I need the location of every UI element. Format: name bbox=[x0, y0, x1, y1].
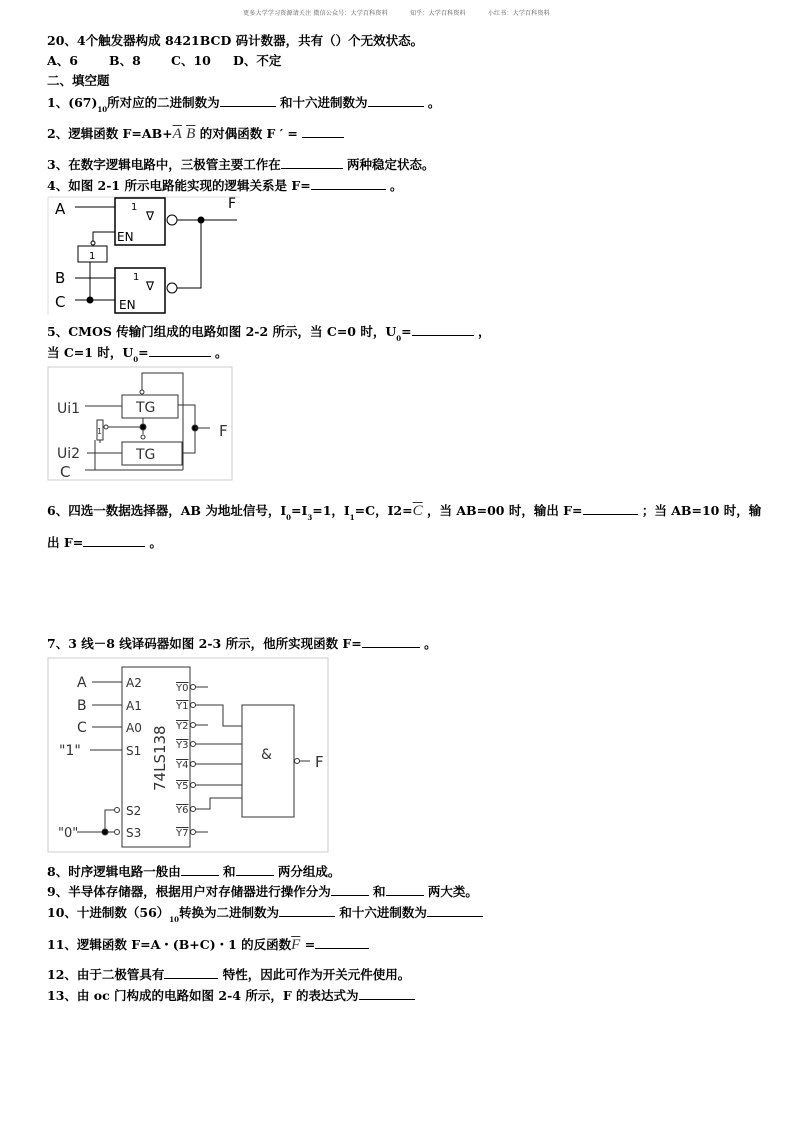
tristate-icon: ∇ bbox=[146, 279, 155, 293]
question-20-options bbox=[47, 53, 295, 69]
figure-2-3 bbox=[45, 655, 335, 855]
option-b: B、8 bbox=[109, 53, 141, 68]
header-item: 小红书：大学百科资料 bbox=[487, 10, 550, 17]
output-pin-label: Y4 bbox=[176, 760, 189, 771]
output-bubble bbox=[191, 723, 196, 728]
output-bubble bbox=[191, 762, 196, 767]
pin-label: S1 bbox=[126, 744, 142, 758]
output-pin-label: Y6 bbox=[176, 805, 189, 816]
text: 。 bbox=[423, 95, 441, 110]
chip-label: 74LS138 bbox=[151, 725, 169, 791]
input-label: B bbox=[77, 698, 87, 714]
tg-label: TG bbox=[136, 447, 156, 463]
text: 。 bbox=[419, 636, 437, 651]
pin-label: A2 bbox=[126, 676, 142, 690]
blank bbox=[279, 905, 335, 917]
blank bbox=[359, 988, 415, 1000]
blank bbox=[164, 967, 218, 979]
label-a: A bbox=[55, 200, 66, 218]
blank bbox=[583, 503, 638, 515]
section-heading: 二、填空题 bbox=[47, 73, 110, 88]
text: 7、3 线－8 线译码器如图 2-3 所示，他所实现函数 F= bbox=[47, 636, 362, 651]
input-label: C bbox=[77, 720, 87, 736]
subscript: 1 bbox=[349, 513, 355, 522]
text: 12、由于二极管具有 bbox=[47, 967, 165, 982]
text: 两大类。 bbox=[423, 884, 478, 899]
text: 当 C=1 时，U bbox=[47, 345, 134, 360]
text: 。 bbox=[210, 345, 228, 360]
blank bbox=[315, 937, 369, 949]
output-bubble bbox=[191, 783, 196, 788]
overline-var: $\overline{F}$ bbox=[291, 937, 301, 953]
output-pin-label: Y1 bbox=[176, 701, 189, 712]
subscript: 0 bbox=[396, 334, 402, 343]
text: 5、CMOS 传输门组成的电路如图 2-2 所示，当 C=0 时，U bbox=[47, 324, 397, 339]
header-item: 知乎：大学百科资料 bbox=[409, 10, 466, 17]
overline-var: $\overline{C}$ bbox=[412, 503, 423, 519]
output-pin-label: Y7 bbox=[176, 828, 189, 839]
text: 特性，因此可作为开关元件使用。 bbox=[218, 967, 411, 982]
text: 1、(67) bbox=[47, 95, 98, 110]
question-9 bbox=[47, 884, 478, 900]
label-ui2: Ui2 bbox=[57, 446, 81, 462]
question-12 bbox=[47, 967, 410, 983]
text: 11、逻辑函数 F=A・(B+C)・1 的反函数 bbox=[47, 937, 292, 952]
blank bbox=[368, 95, 424, 107]
question-13 bbox=[47, 988, 415, 1004]
pin-label: A1 bbox=[126, 699, 142, 713]
output-bubble bbox=[191, 703, 196, 708]
label-f: F bbox=[315, 753, 324, 771]
text: 。 bbox=[385, 178, 403, 193]
question-10 bbox=[47, 905, 483, 928]
blank bbox=[362, 636, 420, 648]
text: = bbox=[300, 937, 316, 952]
header-item: 更多大学学习资源请关注 微信公众号：大学百科资料 bbox=[243, 10, 388, 17]
subscript: 10 bbox=[169, 915, 180, 924]
pin-label: A0 bbox=[126, 721, 142, 735]
output-pin-label: Y0 bbox=[176, 683, 189, 694]
blank bbox=[412, 324, 474, 336]
text: =1，I bbox=[312, 503, 350, 518]
option-a: A、6 bbox=[47, 53, 78, 68]
text: 3、在数字逻辑电路中，三极管主要工作在 bbox=[47, 157, 281, 172]
output-bubble bbox=[191, 807, 196, 812]
text: 两种稳定状态。 bbox=[342, 157, 435, 172]
output-pin-label: Y5 bbox=[176, 781, 189, 792]
subscript: 0 bbox=[286, 513, 292, 522]
overline-var: $\overline{B}$ bbox=[186, 126, 196, 142]
blank bbox=[302, 126, 344, 138]
pin-s2: S2 bbox=[126, 804, 142, 818]
text: 和 bbox=[218, 864, 236, 879]
label-c: C bbox=[55, 293, 66, 311]
page-header bbox=[0, 8, 793, 17]
gate-label: 1 bbox=[131, 202, 138, 213]
text: 13、由 oc 门构成的电路如图 2-4 所示，F 的表达式为 bbox=[47, 988, 359, 1003]
text: 8、时序逻辑电路一般由 bbox=[47, 864, 181, 879]
output-pin-label: Y2 bbox=[176, 721, 189, 732]
subscript: 3 bbox=[307, 513, 313, 522]
text: =I bbox=[291, 503, 308, 518]
question-1 bbox=[47, 95, 440, 118]
question-7 bbox=[47, 636, 437, 652]
label-zero: "0" bbox=[58, 826, 79, 841]
output-pin-label: Y3 bbox=[176, 740, 189, 751]
blank bbox=[427, 905, 483, 917]
blank bbox=[220, 95, 276, 107]
text: = bbox=[138, 345, 149, 360]
text: 2、逻辑函数 F=AB+ bbox=[47, 126, 173, 141]
question-8 bbox=[47, 864, 340, 880]
text: 和十六进制数为 bbox=[335, 905, 427, 920]
question-3 bbox=[47, 157, 435, 173]
label-f: F bbox=[228, 196, 237, 212]
text: ，当 AB=00 时，输出 F= bbox=[422, 503, 583, 518]
subscript: 10 bbox=[97, 105, 108, 114]
option-c: C、10 bbox=[171, 53, 211, 68]
blank bbox=[311, 178, 386, 190]
text: 9、半导体存储器，根据用户对存储器进行操作分为 bbox=[47, 884, 331, 899]
blank bbox=[386, 884, 424, 896]
label-ui1: Ui1 bbox=[57, 401, 81, 417]
text: 和十六进制数为 bbox=[275, 95, 368, 110]
blank bbox=[331, 884, 369, 896]
question-11 bbox=[47, 937, 369, 953]
and-label: & bbox=[261, 747, 272, 763]
input-label: "1" bbox=[59, 743, 81, 759]
text: 。 bbox=[145, 535, 163, 550]
option-d: D、不定 bbox=[233, 53, 282, 68]
text: 所对应的二进制数为 bbox=[107, 95, 220, 110]
pin-s3: S3 bbox=[126, 826, 142, 840]
inverter-label: 1 bbox=[89, 251, 96, 262]
label-b: B bbox=[55, 269, 66, 287]
output-bubble bbox=[191, 685, 196, 690]
tristate-icon: ∇ bbox=[146, 209, 155, 223]
blank bbox=[83, 535, 145, 547]
input-label: A bbox=[77, 675, 87, 691]
label-c: C bbox=[60, 463, 71, 481]
text: 转换为二进制数为 bbox=[179, 905, 280, 920]
output-bubble bbox=[191, 830, 196, 835]
text: 两分组成。 bbox=[273, 864, 341, 879]
question-6 bbox=[47, 503, 761, 526]
label-f: F bbox=[219, 422, 228, 440]
blank bbox=[281, 157, 343, 169]
text: 10、十进制数（56） bbox=[47, 905, 170, 920]
inverter-label: 1 bbox=[97, 427, 103, 436]
blank bbox=[181, 864, 219, 876]
output-bubble bbox=[191, 742, 196, 747]
text: 的对偶函数 F ′ = bbox=[195, 126, 303, 141]
text: 和 bbox=[368, 884, 386, 899]
subscript: 0 bbox=[133, 355, 139, 364]
figure-2-1 bbox=[45, 190, 245, 315]
question-2 bbox=[47, 126, 344, 142]
question-6-cont bbox=[47, 535, 162, 551]
text: 6、四选一数据选择器，AB 为地址信号，I bbox=[47, 503, 287, 518]
text: = bbox=[401, 324, 412, 339]
text: 4、如图 2-1 所示电路能实现的逻辑关系是 F= bbox=[47, 178, 311, 193]
text: ， bbox=[473, 324, 491, 339]
text: =C，I2= bbox=[354, 503, 413, 518]
question-20: 20、4个触发器构成 8421BCD 码计数器，共有（）个无效状态。 bbox=[47, 33, 424, 48]
overline-var: $\overline{A}$ bbox=[172, 126, 182, 142]
tg-label: TG bbox=[136, 400, 156, 416]
text: 出 F= bbox=[47, 535, 84, 550]
gate-label: 1 bbox=[133, 272, 140, 283]
blank bbox=[236, 864, 274, 876]
enable-label: EN bbox=[119, 298, 136, 312]
figure-2-2 bbox=[45, 320, 235, 485]
enable-label: EN bbox=[117, 230, 134, 244]
text: ；当 AB=10 时，输 bbox=[637, 503, 762, 518]
